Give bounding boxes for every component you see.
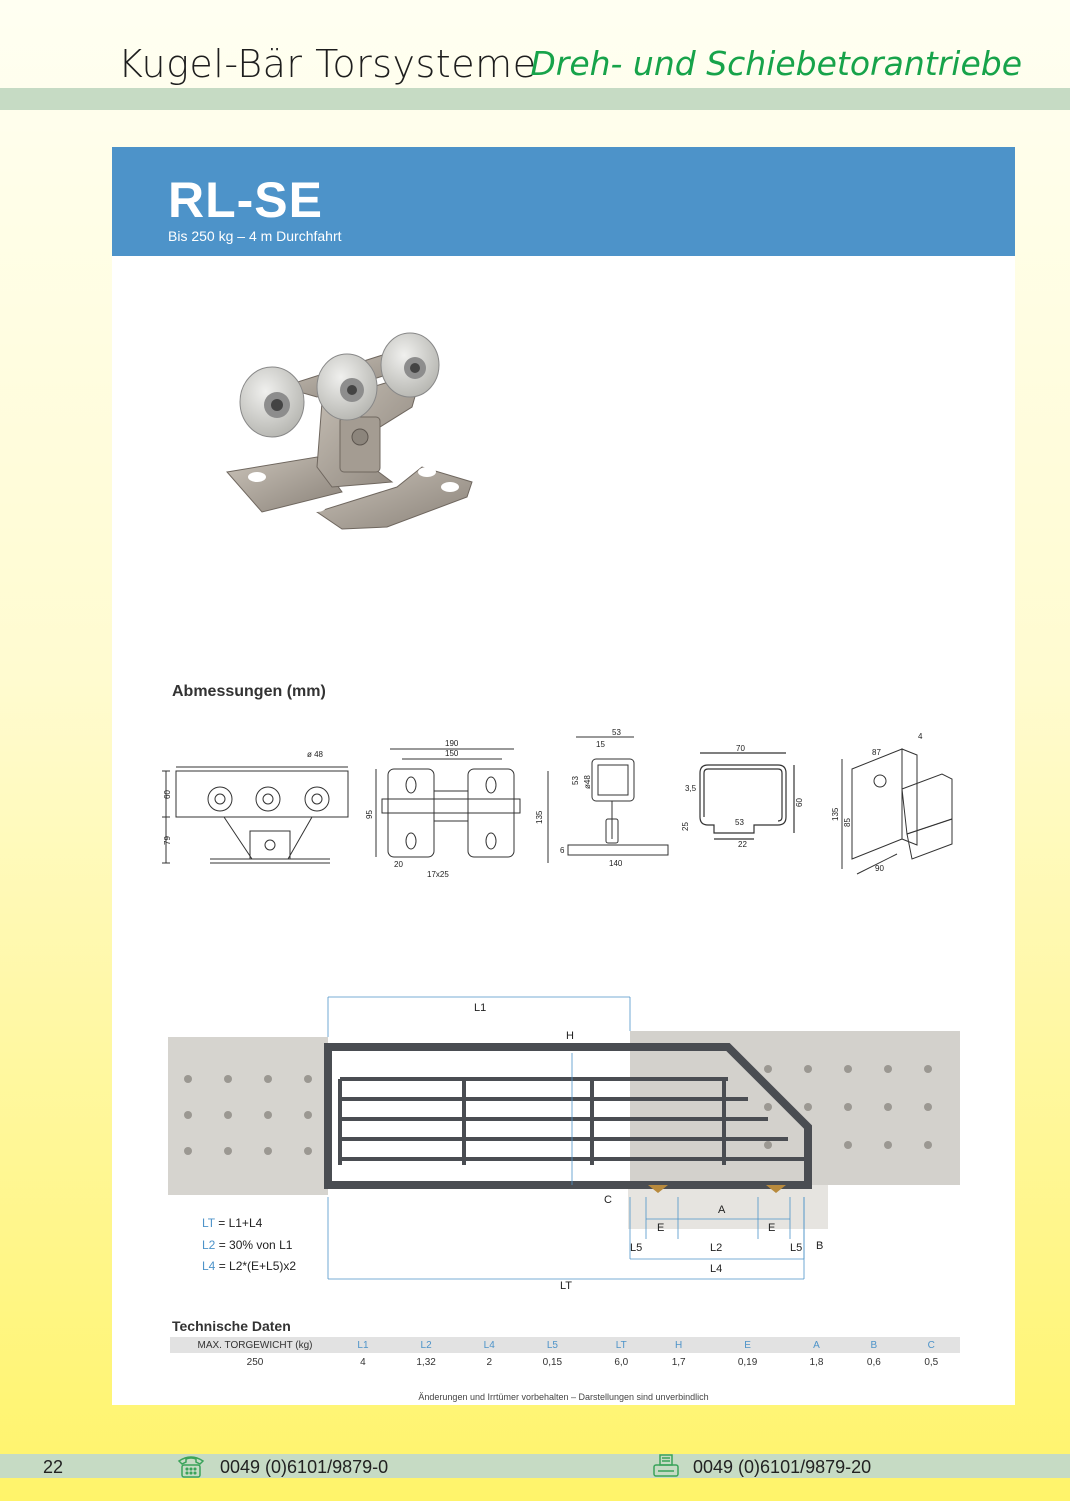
table-header: L4 bbox=[466, 1337, 512, 1353]
table-cell: 0,5 bbox=[924, 1356, 939, 1368]
product-title-bar bbox=[112, 147, 1015, 256]
product-panel bbox=[112, 147, 1015, 1405]
product-photo bbox=[222, 317, 492, 532]
dimension-drawings bbox=[162, 729, 972, 904]
phone-number: 0049 (0)6101/9879-0 bbox=[220, 1457, 389, 1477]
page-header bbox=[0, 0, 1070, 88]
table-header: L2 bbox=[386, 1337, 466, 1353]
header-band bbox=[0, 88, 1070, 110]
dim-label: 87 bbox=[872, 748, 881, 757]
gate-label-b: B bbox=[816, 1240, 824, 1252]
brand-name: Kugel-Bär Torsysteme bbox=[118, 42, 537, 86]
footer-band bbox=[0, 1454, 1070, 1478]
formula-lt: LT = L1+L4 bbox=[202, 1216, 263, 1230]
gate-label-a: A bbox=[718, 1204, 726, 1216]
table-cell: 1,32 bbox=[416, 1356, 436, 1368]
table-cell: 250 bbox=[246, 1356, 264, 1368]
dim-label: 20 bbox=[394, 860, 403, 869]
dim-label: 53 bbox=[571, 776, 580, 785]
table-cell: 1,8 bbox=[809, 1356, 824, 1368]
drawing-roller-guide bbox=[842, 749, 952, 874]
dim-label: 4 bbox=[918, 732, 923, 741]
table-cell: 0,15 bbox=[542, 1356, 563, 1368]
dim-label: 15 bbox=[596, 740, 605, 749]
table-cell: 6,0 bbox=[614, 1356, 629, 1368]
dim-label: 22 bbox=[738, 840, 747, 849]
formula-l4: L4 = L2*(E+L5)x2 bbox=[202, 1259, 297, 1273]
table-header: H bbox=[650, 1337, 707, 1353]
dim-label: 135 bbox=[831, 807, 840, 821]
drawing-side-view bbox=[162, 767, 348, 863]
phone-icon bbox=[176, 1453, 206, 1479]
table-row bbox=[170, 1353, 960, 1371]
gate-label-e: E bbox=[768, 1222, 776, 1234]
table-header: L5 bbox=[512, 1337, 592, 1353]
table-header: LT bbox=[593, 1337, 650, 1353]
fax-number: 0049 (0)6101/9879-20 bbox=[693, 1457, 872, 1477]
gate-label-l2: L2 bbox=[710, 1242, 723, 1254]
drawing-front-view bbox=[376, 749, 520, 857]
dim-label: 17x25 bbox=[427, 870, 449, 879]
dim-label: 150 bbox=[445, 749, 459, 758]
tech-heading: Technische Daten bbox=[172, 1318, 291, 1334]
gate-label-l5: L5 bbox=[630, 1242, 643, 1254]
dim-label: ø 48 bbox=[307, 750, 324, 759]
dim-label: 3,5 bbox=[685, 784, 697, 793]
dim-label: 53 bbox=[735, 818, 744, 827]
dim-label: 90 bbox=[875, 864, 884, 873]
tech-table bbox=[170, 1337, 960, 1371]
dim-label: 190 bbox=[445, 739, 459, 748]
dim-label: 140 bbox=[609, 859, 623, 868]
product-name: RL-SE bbox=[168, 172, 323, 228]
table-cell: 4 bbox=[360, 1356, 366, 1368]
table-cell: 2 bbox=[486, 1356, 493, 1368]
dim-label: 85 bbox=[843, 818, 852, 827]
table-header: E bbox=[707, 1337, 787, 1353]
table-header: A bbox=[788, 1337, 845, 1353]
formula-l2: L2 = 30% von L1 bbox=[202, 1238, 293, 1252]
table-header: B bbox=[845, 1337, 902, 1353]
gate-label-h: H bbox=[566, 1030, 574, 1042]
table-cell: 0,6 bbox=[866, 1356, 881, 1368]
dim-label: 60 bbox=[795, 798, 804, 807]
drawing-rail-profile bbox=[700, 753, 794, 839]
gate-label-l5: L5 bbox=[790, 1242, 803, 1254]
dim-label: 53 bbox=[612, 729, 621, 737]
dim-label: 70 bbox=[736, 744, 745, 753]
table-header: MAX. TORGEWICHT (kg) bbox=[170, 1337, 340, 1353]
dim-label: 6 bbox=[560, 846, 565, 855]
table-header: C bbox=[903, 1337, 960, 1353]
page-number: 22 bbox=[43, 1457, 64, 1477]
dim-label: 25 bbox=[681, 822, 690, 831]
gate-label-c: C bbox=[604, 1194, 612, 1206]
table-cell: 0,19 bbox=[737, 1356, 758, 1368]
gate-label-l4: L4 bbox=[710, 1263, 723, 1275]
dim-label: 79 bbox=[163, 836, 172, 845]
table-cell: 1,7 bbox=[671, 1356, 686, 1368]
dim-label: 135 bbox=[535, 810, 544, 824]
drawing-end-view bbox=[548, 737, 668, 863]
dimensions-heading: Abmessungen (mm) bbox=[172, 683, 326, 700]
dim-label: ø48 bbox=[583, 775, 592, 789]
dim-label: 95 bbox=[365, 810, 374, 819]
fax-icon bbox=[651, 1453, 681, 1479]
header-claim: Dreh- und Schiebetorantriebe bbox=[530, 44, 1022, 83]
gate-label-e: E bbox=[657, 1222, 665, 1234]
disclaimer: Änderungen und Irrtümer vorbehalten – Darstellungen sind unverbindlich bbox=[418, 1392, 709, 1402]
table-header: L1 bbox=[340, 1337, 386, 1353]
dim-label: 60 bbox=[163, 790, 172, 799]
gate-label-lt: LT bbox=[560, 1280, 573, 1292]
gate-label-l1: L1 bbox=[474, 1002, 487, 1014]
product-subtitle: Bis 250 kg – 4 m Durchfahrt bbox=[168, 228, 342, 244]
